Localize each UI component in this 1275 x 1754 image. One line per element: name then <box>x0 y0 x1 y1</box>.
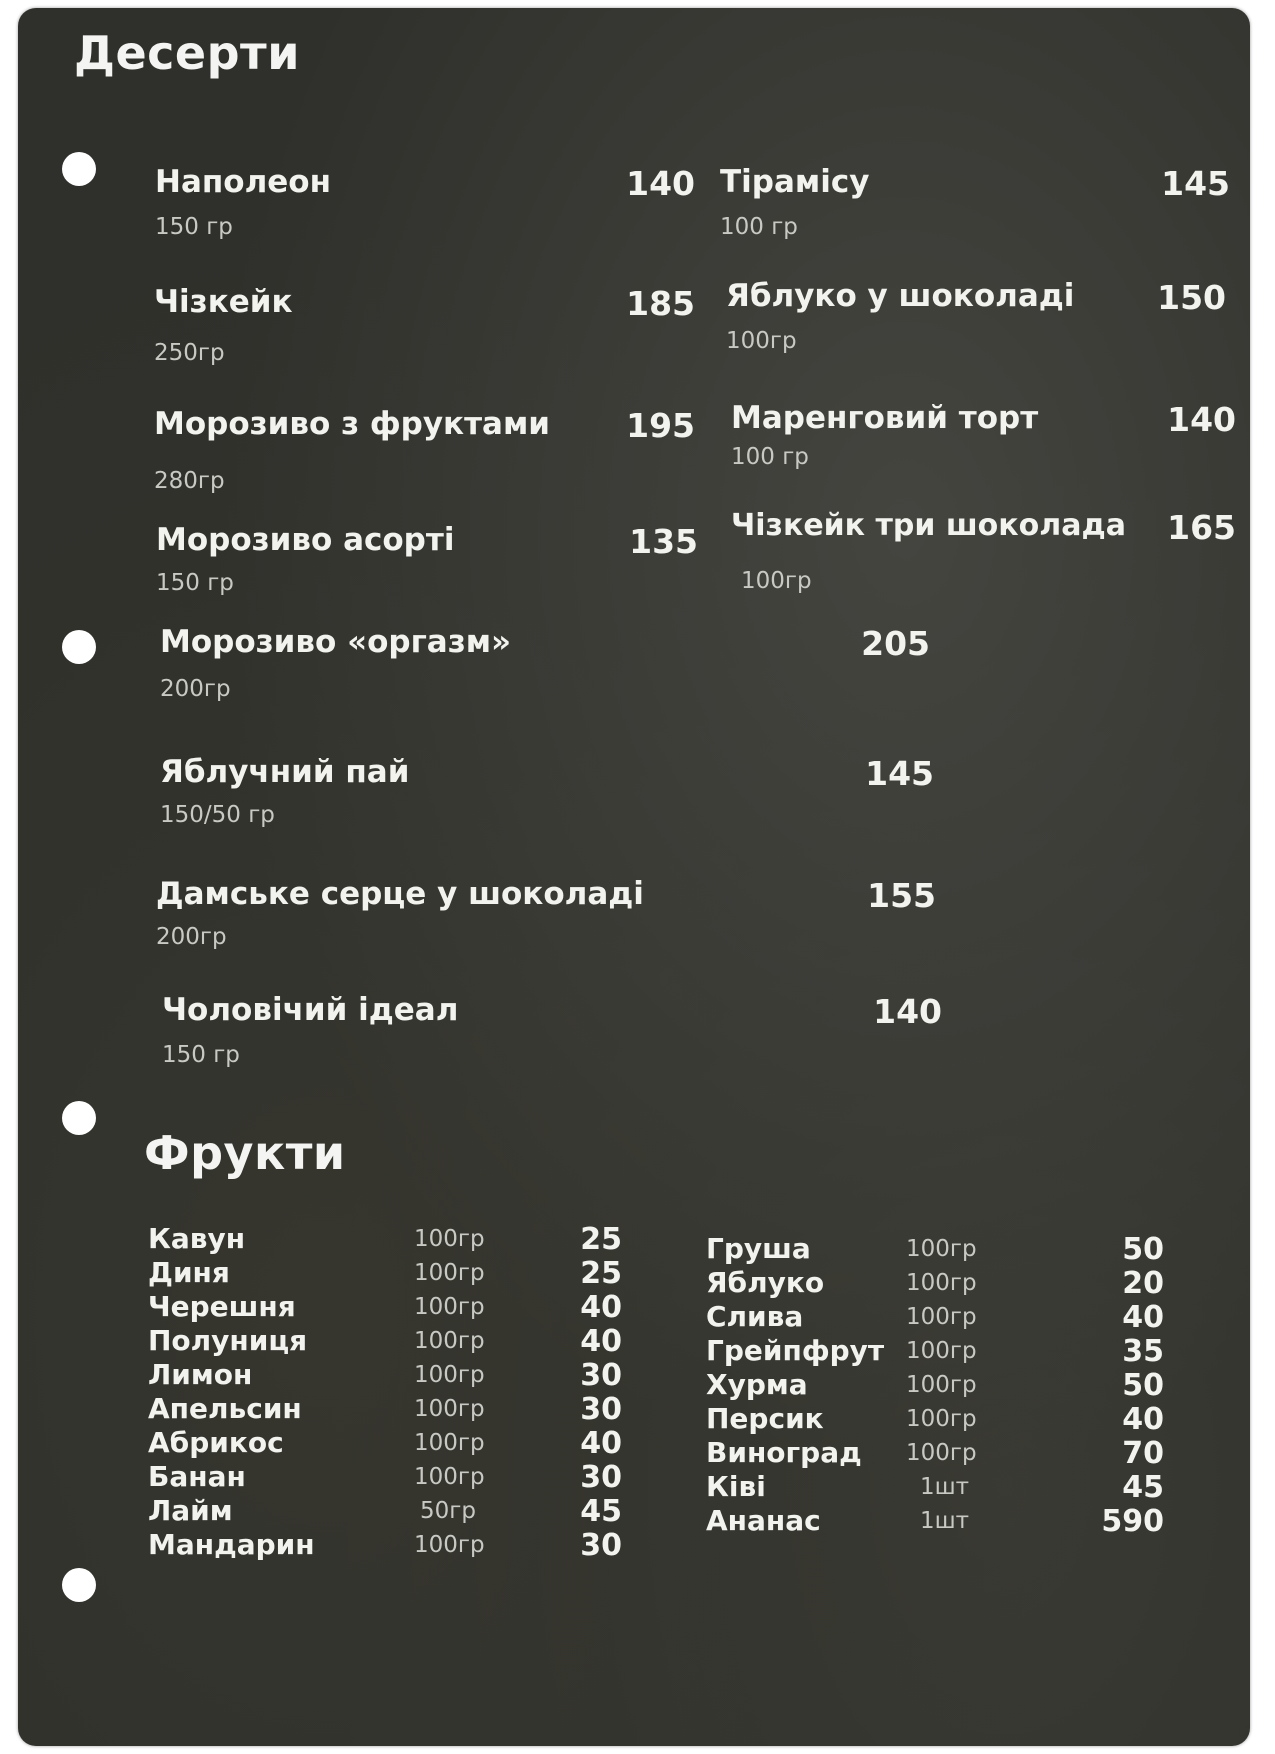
dessert-name: Яблучний пай <box>160 754 410 790</box>
fruit-weight: 100гр <box>414 1226 485 1252</box>
fruit-weight: 1шт <box>920 1474 970 1500</box>
dessert-item <box>154 406 695 494</box>
fruit-name: Лимон <box>148 1358 253 1391</box>
fruit-weight: 100гр <box>414 1430 485 1456</box>
dessert-name: Маренговий торт <box>731 400 1039 436</box>
fruit-row <box>706 1334 1164 1368</box>
dessert-price: 205 <box>861 624 930 663</box>
fruit-row <box>706 1368 1164 1402</box>
fruit-row <box>148 1392 622 1426</box>
fruit-row <box>148 1528 622 1562</box>
fruit-row <box>148 1426 622 1460</box>
fruit-weight: 100гр <box>906 1406 977 1432</box>
fruit-weight: 100гр <box>906 1236 977 1262</box>
fruit-name: Хурма <box>706 1368 808 1401</box>
fruit-price: 35 <box>1122 1334 1164 1369</box>
dessert-weight: 150 гр <box>162 1042 240 1068</box>
dessert-item <box>160 624 930 704</box>
fruit-price: 30 <box>580 1528 622 1563</box>
dessert-item <box>162 992 942 1072</box>
dessert-weight: 150/50 гр <box>160 802 275 828</box>
fruits-title: Фрукти <box>144 1126 346 1180</box>
fruit-weight: 100гр <box>414 1464 485 1490</box>
dessert-item <box>160 754 934 834</box>
fruit-price: 30 <box>580 1392 622 1427</box>
dessert-name: Яблуко у шоколаді <box>726 278 1075 314</box>
fruit-price: 40 <box>580 1324 622 1359</box>
binder-hole <box>62 630 96 664</box>
dessert-weight: 200гр <box>156 924 227 950</box>
fruit-price: 45 <box>580 1494 622 1529</box>
fruit-price: 50 <box>1122 1368 1164 1403</box>
fruit-row <box>706 1266 1164 1300</box>
fruit-name: Лайм <box>148 1494 233 1527</box>
dessert-price: 135 <box>629 522 698 561</box>
dessert-price: 145 <box>1161 164 1230 203</box>
dessert-item <box>156 876 936 956</box>
fruit-weight: 100гр <box>414 1294 485 1320</box>
dessert-name: Чізкейк <box>154 284 293 320</box>
fruit-name: Полуниця <box>148 1324 308 1357</box>
fruit-price: 25 <box>580 1256 622 1291</box>
dessert-weight: 250гр <box>154 340 225 366</box>
fruit-row <box>706 1300 1164 1334</box>
fruit-price: 70 <box>1122 1436 1164 1471</box>
dessert-item <box>156 522 698 602</box>
fruit-row <box>706 1436 1164 1470</box>
dessert-weight: 100 гр <box>720 214 798 240</box>
fruit-row <box>148 1494 622 1528</box>
dessert-price: 140 <box>873 992 942 1031</box>
dessert-weight: 100гр <box>726 328 797 354</box>
fruit-price: 45 <box>1122 1470 1164 1505</box>
fruit-row <box>706 1504 1164 1538</box>
fruit-name: Черешня <box>148 1290 296 1323</box>
dessert-item <box>731 400 1236 480</box>
dessert-name: Чізкейк три шоколада <box>731 508 1126 543</box>
dessert-weight: 150 гр <box>156 570 234 596</box>
fruit-row <box>706 1402 1164 1436</box>
fruit-price: 40 <box>580 1426 622 1461</box>
fruit-weight: 100гр <box>906 1372 977 1398</box>
fruit-name: Диня <box>148 1256 230 1289</box>
dessert-price: 150 <box>1157 278 1226 317</box>
fruit-name: Ківі <box>706 1470 766 1503</box>
dessert-weight: 100 гр <box>731 444 809 470</box>
fruit-name: Ананас <box>706 1504 821 1537</box>
fruit-row <box>148 1222 622 1256</box>
dessert-name: Чоловічий ідеал <box>162 992 459 1028</box>
dessert-item <box>154 284 695 364</box>
dessert-weight: 200гр <box>160 676 231 702</box>
fruit-name: Виноград <box>706 1436 862 1469</box>
fruit-price: 50 <box>1122 1232 1164 1267</box>
dessert-item <box>731 508 1236 594</box>
dessert-name: Наполеон <box>155 164 332 200</box>
dessert-name: Морозиво з фруктами <box>154 406 551 442</box>
binder-hole <box>62 1568 96 1602</box>
dessert-price: 195 <box>626 406 695 445</box>
dessert-name: Тірамісу <box>720 164 870 200</box>
menu-page <box>18 8 1250 1746</box>
fruit-price: 40 <box>1122 1300 1164 1335</box>
desserts-title: Десерти <box>74 26 300 80</box>
fruit-weight: 100гр <box>414 1396 485 1422</box>
dessert-price: 165 <box>1167 508 1236 547</box>
binder-hole <box>62 152 96 186</box>
dessert-item <box>726 278 1226 358</box>
fruit-row <box>148 1290 622 1324</box>
fruit-weight: 100гр <box>414 1328 485 1354</box>
fruit-name: Груша <box>706 1232 811 1265</box>
fruit-weight: 50гр <box>420 1498 476 1524</box>
binder-hole <box>62 1101 96 1135</box>
fruit-name: Апельсин <box>148 1392 302 1425</box>
fruit-price: 30 <box>580 1460 622 1495</box>
dessert-price: 145 <box>865 754 934 793</box>
fruit-weight: 1шт <box>920 1508 970 1534</box>
fruit-row <box>148 1358 622 1392</box>
fruit-price: 590 <box>1101 1504 1164 1539</box>
dessert-weight: 100гр <box>741 568 812 594</box>
dessert-weight: 280гр <box>154 468 225 494</box>
fruit-weight: 100гр <box>906 1270 977 1296</box>
fruit-weight: 100гр <box>414 1532 485 1558</box>
dessert-price: 140 <box>1167 400 1236 439</box>
fruit-weight: 100гр <box>414 1362 485 1388</box>
dessert-price: 155 <box>867 876 936 915</box>
fruit-name: Абрикос <box>148 1426 284 1459</box>
fruit-name: Банан <box>148 1460 246 1493</box>
fruit-weight: 100гр <box>906 1304 977 1330</box>
dessert-item <box>155 164 695 244</box>
fruit-name: Грейпфрут <box>706 1334 885 1367</box>
dessert-name: Морозиво асорті <box>156 522 455 558</box>
fruit-row <box>148 1256 622 1290</box>
fruit-price: 25 <box>580 1222 622 1257</box>
fruit-name: Мандарин <box>148 1528 315 1561</box>
fruit-weight: 100гр <box>906 1440 977 1466</box>
fruit-name: Кавун <box>148 1222 246 1255</box>
fruit-price: 20 <box>1122 1266 1164 1301</box>
dessert-item <box>720 164 1230 244</box>
dessert-price: 140 <box>626 164 695 203</box>
fruit-row <box>148 1324 622 1358</box>
dessert-price: 185 <box>626 284 695 323</box>
dessert-name: Морозиво «оргазм» <box>160 624 512 660</box>
fruit-price: 40 <box>1122 1402 1164 1437</box>
fruit-row <box>706 1232 1164 1266</box>
fruit-price: 30 <box>580 1358 622 1393</box>
fruit-name: Персик <box>706 1402 824 1435</box>
fruit-weight: 100гр <box>414 1260 485 1286</box>
fruit-weight: 100гр <box>906 1338 977 1364</box>
dessert-weight: 150 гр <box>155 214 233 240</box>
fruit-name: Яблуко <box>706 1266 825 1299</box>
fruit-row <box>706 1470 1164 1504</box>
dessert-name: Дамське серце у шоколаді <box>156 876 644 912</box>
fruit-row <box>148 1460 622 1494</box>
fruit-name: Слива <box>706 1300 804 1333</box>
fruit-price: 40 <box>580 1290 622 1325</box>
